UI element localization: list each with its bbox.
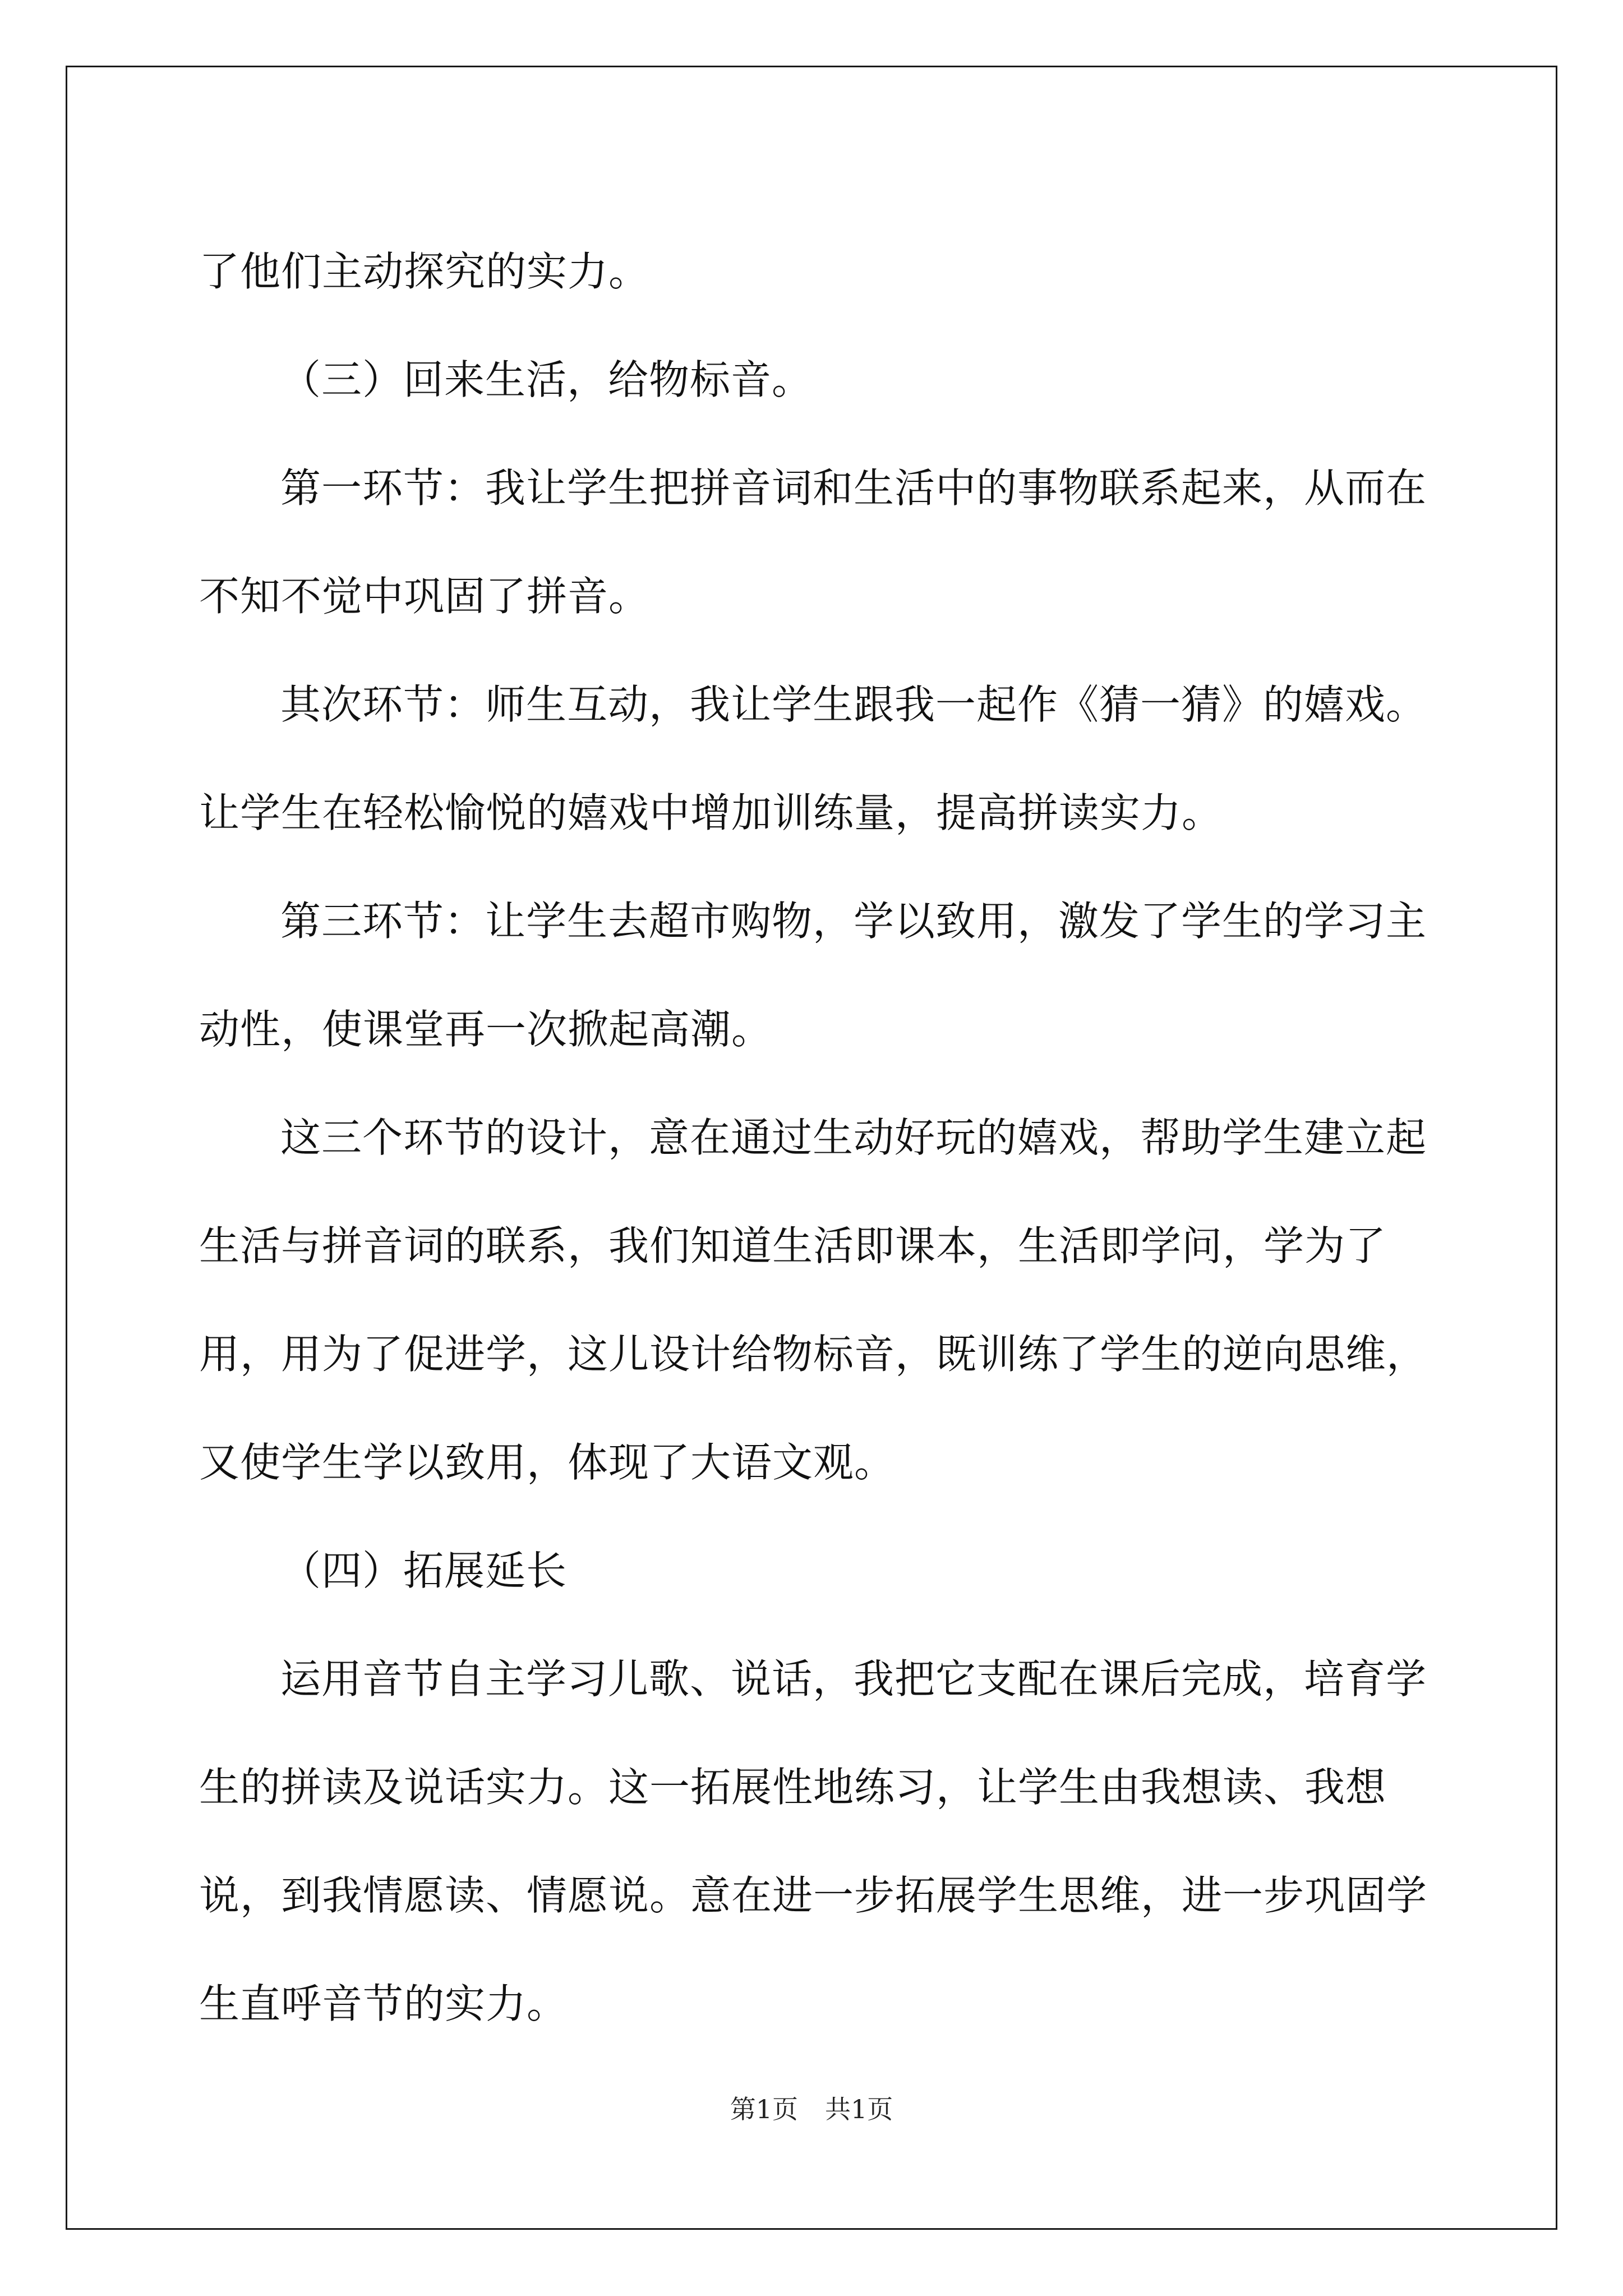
paragraph-1: 了他们主动探究的实力。	[199, 248, 650, 295]
paragraph-design-summary: 这三个环节的设计，意在通过生动好玩的嬉戏，帮助学生建立起生活与拼音词的联系，我们知道生活即课本，生活即学问，学为了用，用为了促进学，这儿设计给物标音，既训练了学生的逆向思维，又使学生学以致用，体现了大语文观。	[199, 1114, 1428, 1486]
paragraph-step-3: 第三环节：让学生去超市购物，学以致用，激发了学生的学习主动性，使课堂再一次掀起高潮。	[199, 898, 1427, 1053]
paragraph-step-1: 第一环节：我让学生把拼音词和生活中的事物联系起来，从而在不知不觉中巩固了拼音。	[199, 464, 1427, 620]
page-footer	[0, 2089, 1623, 2126]
document-body	[199, 218, 1438, 2058]
page-number: 第1页	[730, 2094, 798, 2124]
section-heading-4: （四）拓展延长	[280, 1547, 568, 1594]
section-heading-3: （三）回来生活，给物标音。	[280, 356, 813, 403]
paragraph-extension: 运用音节自主学习儿歌、说话，我把它支配在课后完成，培育学生的拼读及说话实力。这一拓展性地练习，让学生由我想读、我想说，到我情愿读、情愿说。意在进一步拓展学生思维，进一步巩固学生直呼音节的实力。	[199, 1655, 1428, 2027]
paragraph-step-2: 其次环节：师生互动，我让学生跟我一起作《猜一猜》的嬉戏。让学生在轻松愉悦的嬉戏中增加训练量，提高拼读实力。	[199, 681, 1427, 836]
page-total: 共1页	[825, 2094, 893, 2124]
